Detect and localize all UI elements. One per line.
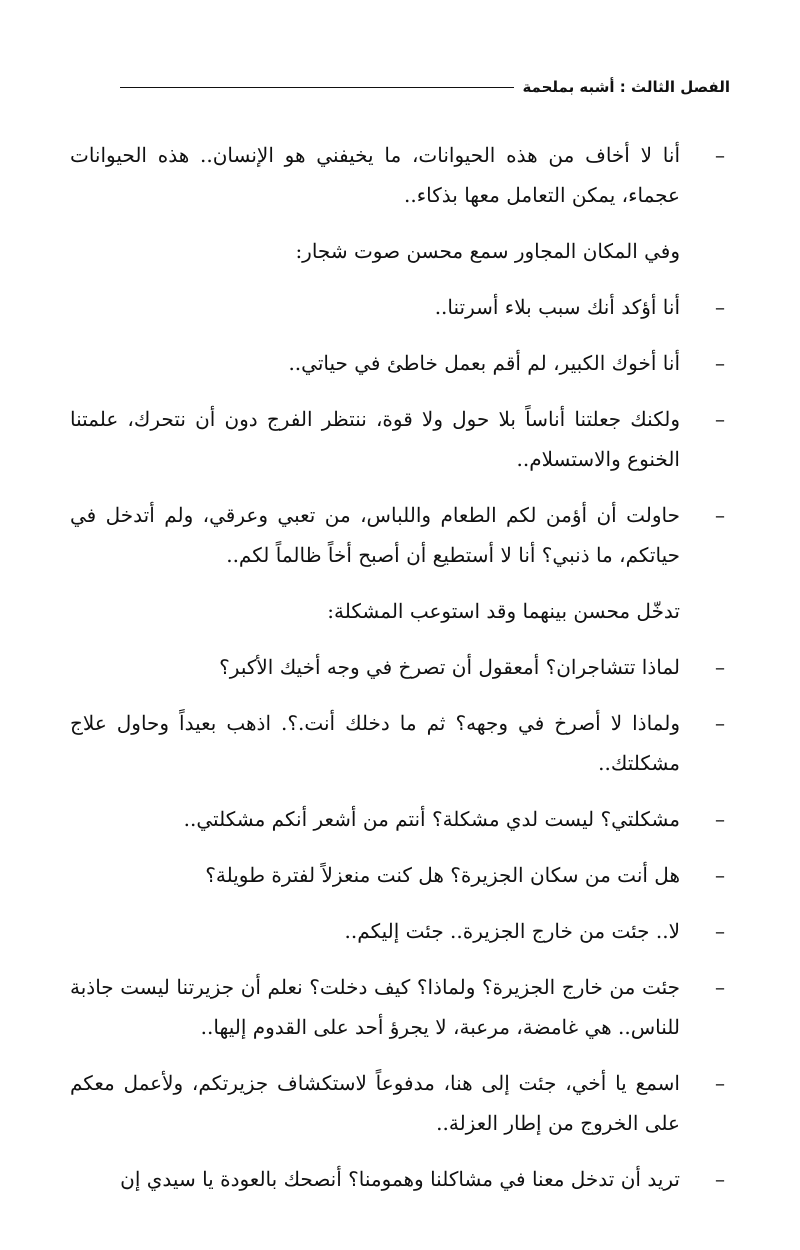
paragraph-text: حاولت أن أؤمن لكم الطعام واللباس، من تعبي وعرقي، ولم أتدخل في حياتكم، ما ذنبي؟ أنا لا أستطيع أن أصبح أخاً ظالماً لكم.. bbox=[70, 503, 680, 567]
paragraph-text: هل أنت من سكان الجزيرة؟ هل كنت منعزلاً لفترة طويلة؟ bbox=[205, 863, 680, 887]
paragraph-text: جئت من خارج الجزيرة؟ ولماذا؟ كيف دخلت؟ نعلم أن جزيرتنا ليست جاذبة للناس.. هي غامضة، مرعبة، لا يجرؤ أحد على القدوم إليها.. bbox=[70, 975, 680, 1039]
dialogue-paragraph-2 bbox=[70, 287, 730, 327]
dialogue-dash: – bbox=[715, 295, 725, 319]
dialogue-paragraph-7 bbox=[70, 703, 730, 783]
paragraph-text: تدخّل محسن بينهما وقد استوعب المشكلة: bbox=[327, 599, 680, 623]
paragraph-text: لماذا تتشاجران؟ أمعقول أن تصرخ في وجه أخيك الأكبر؟ bbox=[219, 655, 680, 679]
chapter-title: الفصل الثالث : أشبه بملحمة bbox=[522, 78, 730, 96]
dialogue-paragraph-1 bbox=[70, 135, 730, 215]
dialogue-paragraph-9 bbox=[70, 855, 730, 895]
paragraph-text: مشكلتي؟ ليست لدي مشكلة؟ أنتم من أشعر أنكم مشكلتي.. bbox=[183, 807, 680, 831]
dialogue-dash: – bbox=[715, 807, 725, 831]
paragraph-text: ولكنك جعلتنا أناساً بلا حول ولا قوة، ننتظر الفرج دون أن نتحرك، علمتنا الخنوع والاستسلام.. bbox=[70, 407, 680, 471]
dialogue-paragraph-4 bbox=[70, 399, 730, 479]
dialogue-dash: – bbox=[715, 351, 725, 375]
dialogue-paragraph-12 bbox=[70, 1063, 730, 1143]
dialogue-dash: – bbox=[715, 503, 725, 527]
paragraph-text: اسمع يا أخي، جئت إلى هنا، مدفوعاً لاستكشاف جزيرتكم، ولأعمل معكم على الخروج من إطار العزلة.. bbox=[70, 1071, 680, 1135]
dialogue-dash: – bbox=[715, 863, 725, 887]
body-text bbox=[70, 135, 730, 1215]
dialogue-dash: – bbox=[715, 711, 725, 735]
dialogue-paragraph-5 bbox=[70, 495, 730, 575]
paragraph-text: أنا لا أخاف من هذه الحيوانات، ما يخيفني هو الإنسان.. هذه الحيوانات عجماء، يمكن التعامل معها بذكاء.. bbox=[70, 143, 680, 207]
dialogue-dash: – bbox=[715, 975, 725, 999]
dialogue-dash: – bbox=[715, 407, 725, 431]
dialogue-dash: – bbox=[715, 919, 725, 943]
paragraph-text: لا.. جئت من خارج الجزيرة.. جئت إليكم.. bbox=[344, 919, 680, 943]
dialogue-paragraph-6 bbox=[70, 647, 730, 687]
dialogue-dash: – bbox=[715, 1167, 725, 1191]
paragraph-text: أنا أؤكد أنك سبب بلاء أسرتنا.. bbox=[434, 295, 680, 319]
paragraph-text: تريد أن تدخل معنا في مشاكلنا وهمومنا؟ أنصحك بالعودة يا سيدي إن bbox=[120, 1167, 680, 1191]
running-header bbox=[120, 78, 730, 96]
dialogue-paragraph-8 bbox=[70, 799, 730, 839]
dialogue-paragraph-3 bbox=[70, 343, 730, 383]
narration-paragraph-2 bbox=[70, 591, 730, 631]
narration-paragraph-1 bbox=[70, 231, 730, 271]
dialogue-paragraph-11 bbox=[70, 967, 730, 1047]
dialogue-dash: – bbox=[715, 655, 725, 679]
dialogue-dash: – bbox=[715, 143, 725, 167]
dialogue-paragraph-13 bbox=[70, 1159, 730, 1199]
paragraph-text: ولماذا لا أصرخ في وجهه؟ ثم ما دخلك أنت.؟. اذهب بعيداً وحاول علاج مشكلتك.. bbox=[70, 711, 680, 775]
dialogue-dash: – bbox=[715, 1071, 725, 1095]
paragraph-text: وفي المكان المجاور سمع محسن صوت شجار: bbox=[295, 239, 680, 263]
paragraph-text: أنا أخوك الكبير، لم أقم بعمل خاطئ في حياتي.. bbox=[288, 351, 680, 375]
header-rule bbox=[120, 87, 514, 88]
dialogue-paragraph-10 bbox=[70, 911, 730, 951]
